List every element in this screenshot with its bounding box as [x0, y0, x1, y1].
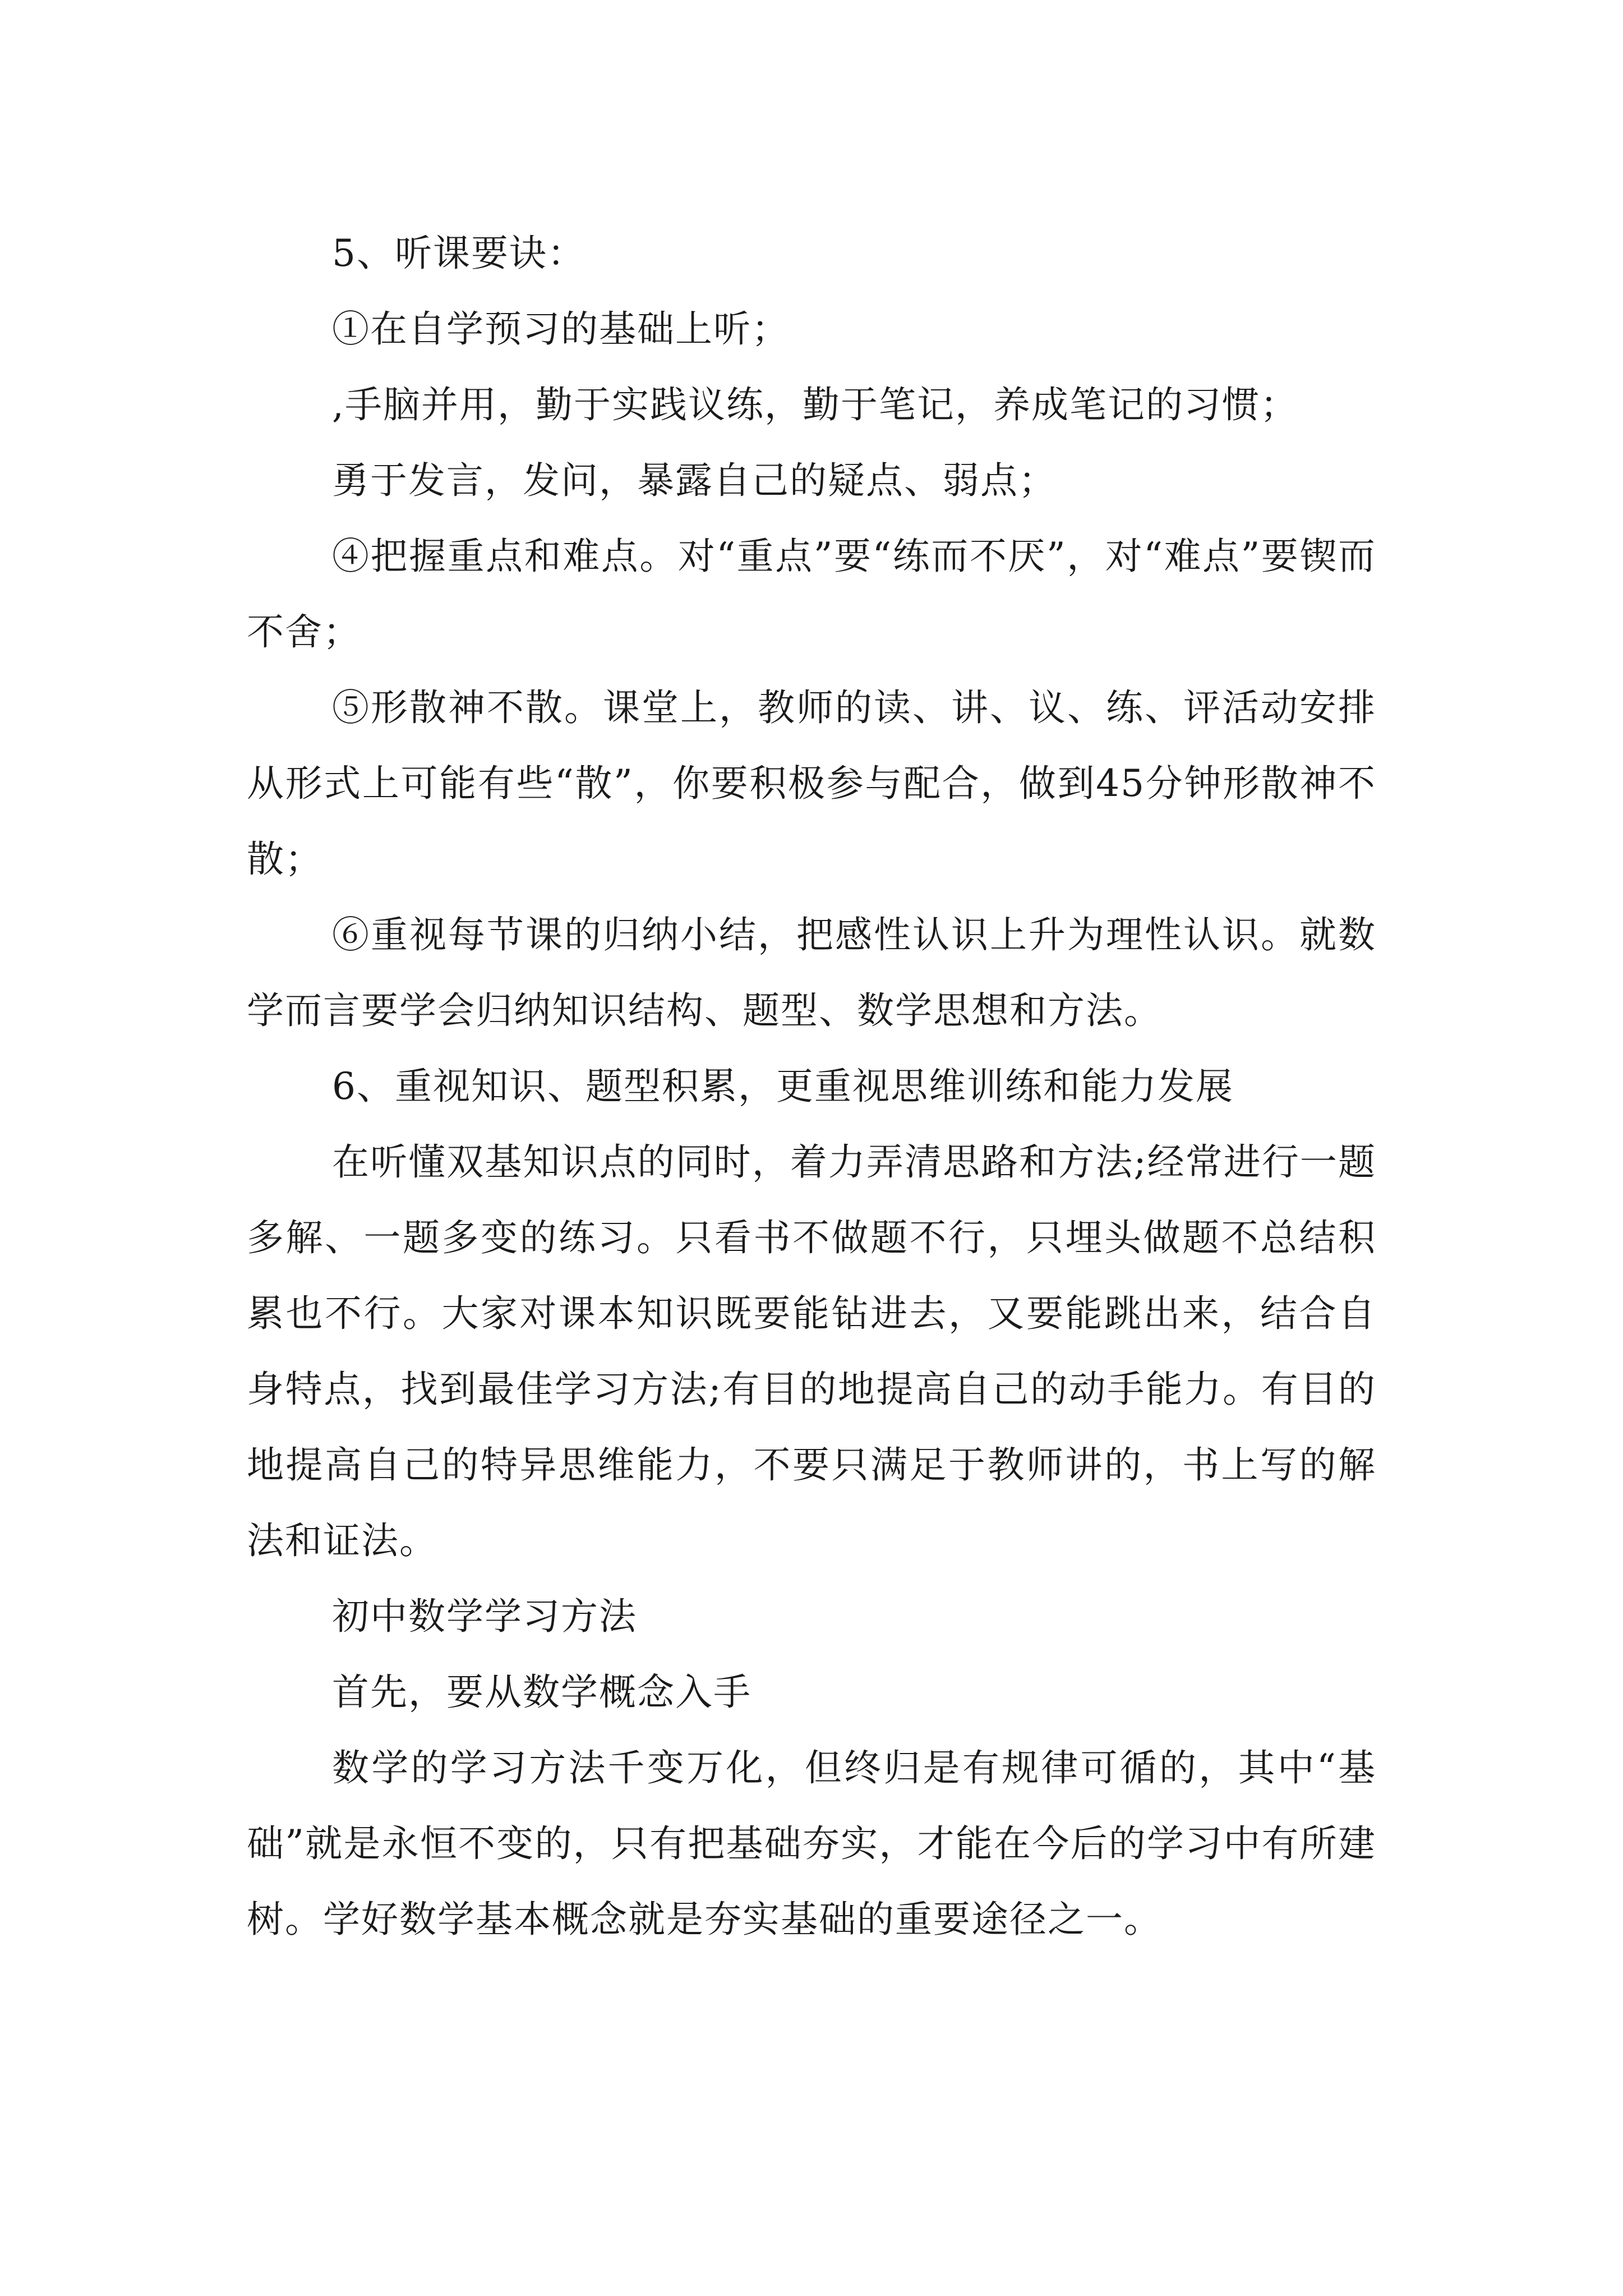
paragraph-tip-3: 勇于发言，发问，暴露自己的疑点、弱点； [332, 459, 1057, 502]
paragraph-first-point-body: 数学的学习方法千变万化，但终归是有规律可循的，其中“基础”就是永恒不变的，只有把基础夯实，才能在今后的学习中有所建树。学好数学基本概念就是夯实基础的重要途径之一。 [247, 1746, 1376, 1941]
paragraph-listening-tips-heading: 5、听课要诀： [332, 232, 585, 275]
paragraph-tip-4: ④把握重点和难点。对“重点”要“练而不厌”，对“难点”要锲而不舍； [247, 535, 1376, 654]
paragraph-tip-2: ,手脑并用，勤于实践议练，勤于笔记，养成笔记的习惯； [332, 383, 1298, 426]
document-body [247, 215, 1376, 1957]
paragraph-tip-1: ①在自学预习的基础上听； [332, 307, 790, 351]
paragraph-section-6-body: 在听懂双基知识点的同时，着力弄清思路和方法;经常进行一题多解、一题多变的练习。只看书不做题不行，只埋头做题不总结积累也不行。大家对课本知识既要能钻进去，又要能跳出来，结合自身特点，找到最佳学习方法;有目的地提高自己的动手能力。有目的地提高自己的特异思维能力，不要只满足于教师讲的，书上写的解法和证法。 [247, 1140, 1376, 1562]
paragraph-tip-5: ⑤形散神不散。课堂上，教师的读、讲、议、练、评活动安排从形式上可能有些“散”，你要积极参与配合，做到45分钟形散神不散； [247, 686, 1376, 881]
paragraph-first-point-heading: 首先，要从数学概念入手 [332, 1671, 751, 1714]
paragraph-methods-heading: 初中数学学习方法 [332, 1595, 637, 1638]
paragraph-section-6-heading: 6、重视知识、题型积累，更重视思维训练和能力发展 [332, 1065, 1234, 1108]
paragraph-tip-6: ⑥重视每节课的归纳小结，把感性认识上升为理性认识。就数学而言要学会归纳知识结构、题型、数学思想和方法。 [247, 913, 1376, 1032]
